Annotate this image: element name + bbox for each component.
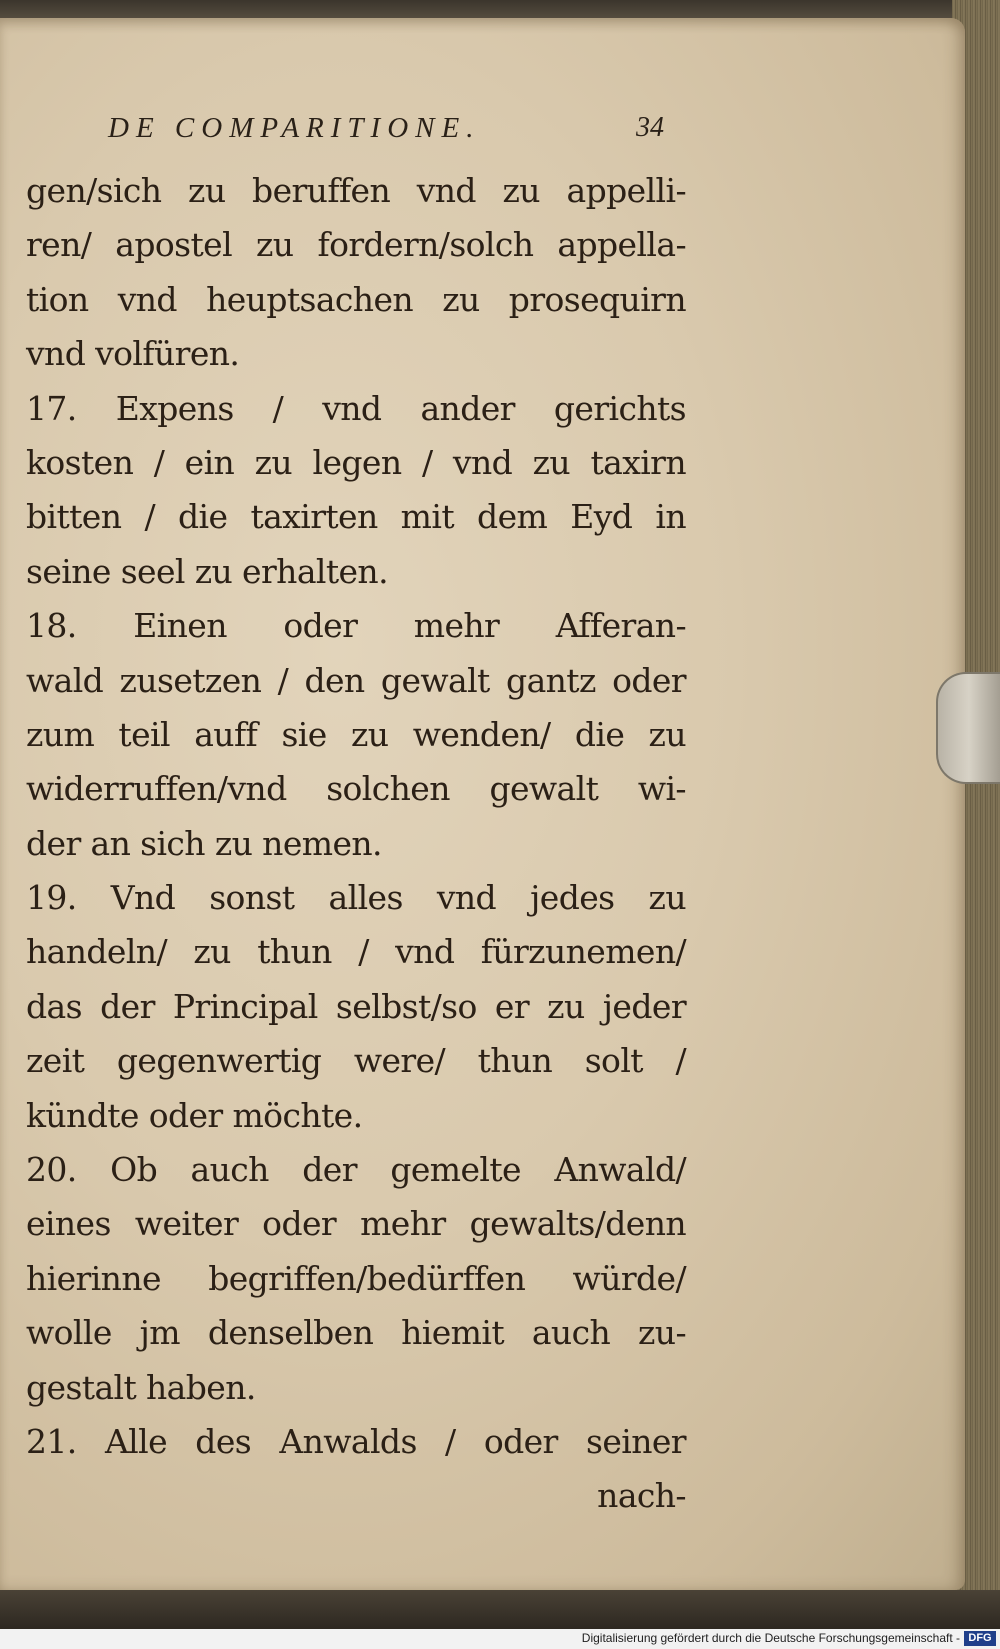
bottom-binding-edge bbox=[0, 1590, 1000, 1630]
page-number: 34 bbox=[636, 112, 664, 143]
funding-credit: Digitalisierung gefördert durch die Deutsche Forschungsgemeinschaft - bbox=[581, 1631, 960, 1645]
text-line: kündte oder möchte. bbox=[26, 1095, 363, 1135]
running-head: DE COMPARITIONE. bbox=[108, 112, 481, 144]
text-line: hierinne begriffen/bedürffen würde/ bbox=[26, 1258, 686, 1298]
page-clip bbox=[936, 672, 1000, 784]
text-line: gestalt haben. bbox=[26, 1367, 256, 1407]
text-line: 17. Expens / vnd ander gerichts bbox=[26, 388, 686, 428]
text-line: tion vnd heuptsachen zu prosequirn bbox=[26, 279, 686, 319]
text-line: kosten / ein zu legen / vnd zu taxirn bbox=[26, 442, 686, 482]
text-line: zum teil auff sie zu wenden/ die zu bbox=[26, 714, 686, 754]
text-line: wald zusetzen / den gewalt gantz oder bbox=[26, 660, 686, 700]
text-line: handeln/ zu thun / vnd fürzunemen/ bbox=[26, 932, 686, 972]
text-line: 18. Einen oder mehr Afferan- bbox=[26, 606, 686, 646]
text-line: der an sich zu nemen. bbox=[26, 823, 382, 863]
digitization-footer bbox=[0, 1629, 1000, 1649]
text-line: gen/sich zu beruffen vnd zu appelli- bbox=[26, 171, 686, 210]
text-line: vnd volfüren. bbox=[26, 334, 240, 374]
text-line: wolle jm denselben hiemit auch zu- bbox=[26, 1313, 686, 1353]
text-line: ren/ apostel zu fordern/solch appella- bbox=[26, 225, 686, 265]
catchword: nach- bbox=[597, 1476, 686, 1516]
text-line: zeit gegenwertig were/ thun solt / bbox=[26, 1041, 686, 1081]
text-line: eines weiter oder mehr gewalts/denn bbox=[26, 1204, 686, 1244]
text-line: seine seel zu erhalten. bbox=[26, 551, 388, 591]
text-line: 21. Alle des Anwalds / oder seiner bbox=[26, 1421, 686, 1461]
text-line: das der Principal selbst/so er zu jeder bbox=[26, 986, 686, 1026]
text-line: 19. Vnd sonst alles vnd jedes zu bbox=[26, 878, 686, 918]
text-line: bitten / die taxirten mit dem Eyd in bbox=[26, 497, 686, 537]
dfg-logo: DFG bbox=[964, 1631, 996, 1646]
text-line: widerruffen/vnd solchen gewalt wi- bbox=[26, 769, 686, 809]
text-line: 20. Ob auch der gemelte Anwald/ bbox=[26, 1150, 686, 1190]
body-text bbox=[26, 164, 686, 1524]
